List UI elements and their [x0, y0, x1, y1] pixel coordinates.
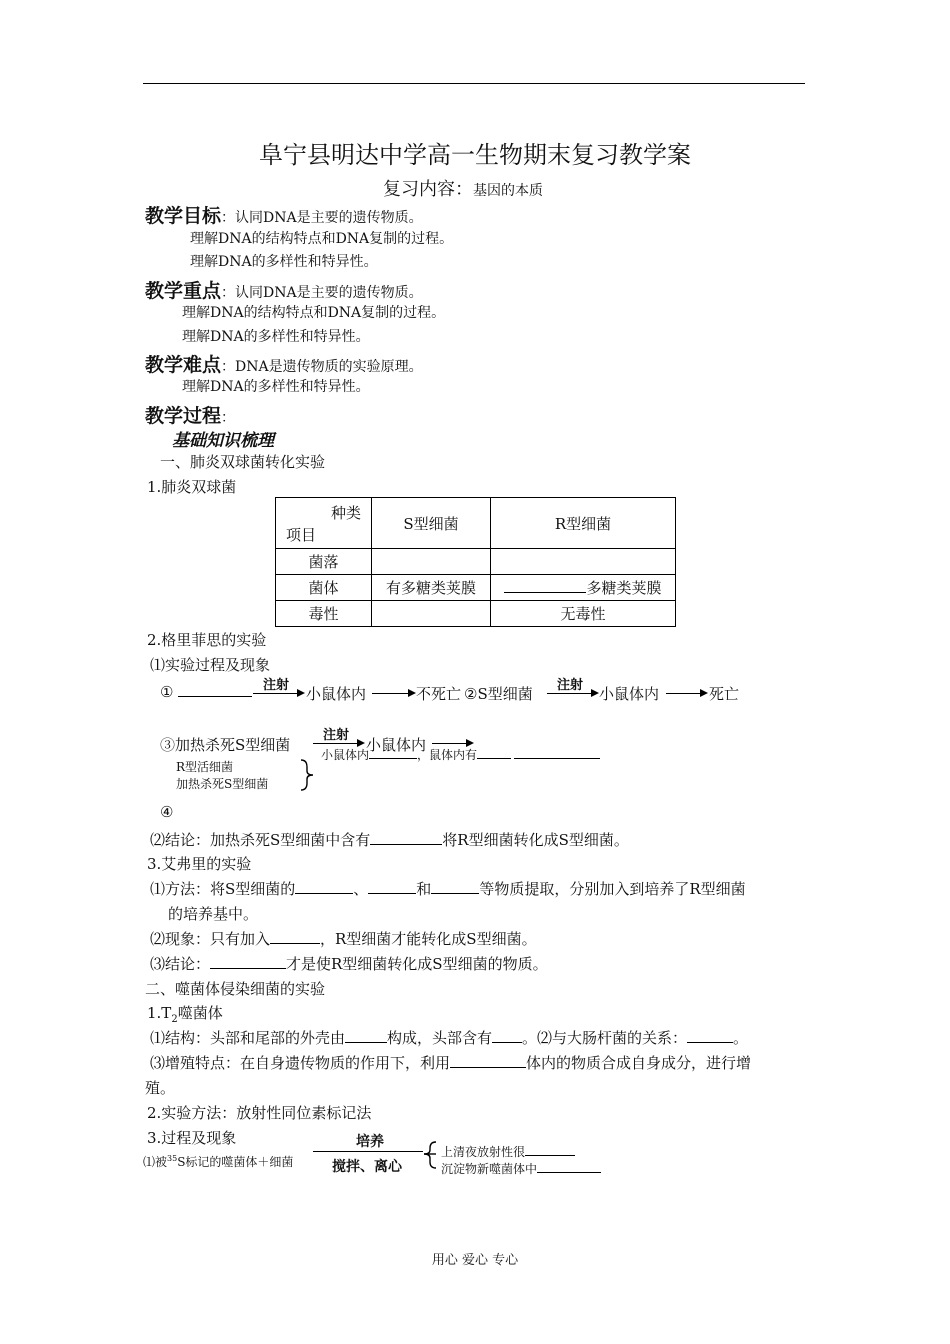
cell-r — [491, 549, 676, 575]
arrow-icon — [432, 743, 472, 744]
arrow-icon — [666, 693, 706, 694]
phenomenon-line: ⑵现象：只有加入 ，R型细菌才能转化成S型细菌。 — [150, 930, 537, 948]
col-r-header: R型细菌 — [491, 498, 676, 549]
blank — [537, 1161, 601, 1173]
key-points — [145, 276, 423, 303]
key-points-line-2: 理解DNA的结构特点和DNA复制的过程。 — [182, 305, 446, 321]
part2-title: 二、噬菌体侵染细菌的实验 — [145, 980, 326, 998]
difficulties-heading: 教学难点 — [145, 354, 222, 376]
page-title: 阜宁县明达中学高一生物期末复习教学案 — [259, 141, 691, 169]
cell-s — [372, 601, 491, 627]
process-arrow-line — [313, 1151, 423, 1152]
table-corner — [276, 498, 372, 549]
blank — [368, 879, 416, 894]
part2-item1: $1.T_2$噬菌体 — [147, 1004, 223, 1025]
objectives-line-2: 理解DNA的结构特点和DNA复制的过程。 — [190, 231, 454, 247]
heat-killed-s: 加热杀死S型细菌 — [176, 777, 269, 791]
corner-bottom: 项目 — [286, 526, 317, 544]
cell-s — [372, 549, 491, 575]
key-points-line-1: ：认同DNA是主要的遗传物质。 — [221, 285, 423, 301]
brace-icon — [422, 1140, 442, 1170]
blank — [477, 747, 511, 759]
part1-item2: 2.格里菲思的实验 — [147, 631, 267, 649]
reproduction-line-2: 殖。 — [145, 1079, 176, 1097]
conclusion-3: ⑶结论： 才是使R型细菌转化成S型细菌的物质。 — [150, 955, 548, 973]
exp3-result: 小鼠体内 ，鼠体内有 — [321, 746, 600, 763]
stir-centrifuge-label: 搅拌、离心 — [332, 1159, 402, 1175]
objectives — [145, 201, 423, 228]
exp-num-3: ③加热杀死S型细菌 — [160, 736, 291, 754]
blank — [687, 1028, 733, 1043]
row-label: 菌体 — [276, 575, 372, 601]
review-topic: 基因的本质 — [473, 183, 543, 199]
part2-item2: 2.实验方法：放射性同位素标记法 — [147, 1104, 372, 1122]
col-s-header: S型细菌 — [372, 498, 491, 549]
inject-label: 注射 — [323, 728, 350, 743]
exp-dead: 死亡 — [709, 685, 740, 703]
process-heading: 教学过程 — [145, 405, 222, 427]
blank — [178, 682, 252, 697]
supernatant-line: 上清夜放射性很 — [441, 1143, 575, 1160]
method-line-2: 的培养基中。 — [168, 905, 259, 923]
part2-item3: 3.过程及现象 — [147, 1129, 237, 1147]
exp-num-2: ②S型细菌 — [464, 685, 533, 703]
inject-label: 注射 — [557, 678, 584, 693]
objectives-line-1: ：认同DNA是主要的遗传物质。 — [221, 210, 423, 226]
arrow-icon — [547, 693, 597, 694]
difficulties-line-2: 理解DNA的多样性和特异性。 — [182, 379, 370, 395]
blank — [345, 1028, 387, 1043]
blank — [525, 1144, 575, 1156]
blank — [370, 830, 442, 845]
objectives-line-3: 理解DNA的多样性和特异性。 — [190, 254, 378, 270]
r-live-bacteria: R型活细菌 — [176, 760, 234, 774]
culture-label: 培养 — [356, 1134, 384, 1150]
labeled-phage-text: ⑴被$^{35}$S标记的噬菌体＋细菌 — [143, 1154, 294, 1169]
key-points-line-3: 理解DNA的多样性和特异性。 — [182, 329, 370, 345]
review-label: 复习内容： — [383, 179, 473, 200]
arrow-icon — [253, 693, 303, 694]
blank — [369, 747, 417, 759]
blank — [270, 929, 320, 944]
key-points-heading: 教学重点 — [145, 280, 222, 302]
row-label: 菌落 — [276, 549, 372, 575]
cell-r: 多糖类荚膜 — [491, 575, 676, 601]
blank — [504, 578, 586, 593]
cell-s: 有多糖类荚膜 — [372, 575, 491, 601]
part1-title: 一、肺炎双球菌转化实验 — [160, 453, 326, 471]
blank — [492, 1028, 522, 1043]
bacteria-table — [275, 497, 676, 627]
cell-r: 无毒性 — [491, 601, 676, 627]
brace-icon — [298, 758, 318, 792]
section-title: 基础知识梳理 — [172, 431, 274, 451]
page-footer: 用心 爱心 专心 — [431, 1253, 519, 1268]
difficulties — [145, 350, 423, 377]
row-label: 毒性 — [276, 601, 372, 627]
exp-num-4: ④ — [160, 803, 174, 821]
part1-sub1: ⑴实验过程及现象 — [150, 656, 271, 674]
blank — [450, 1053, 526, 1068]
difficulties-line-1: ：DNA是遗传物质的实验原理。 — [221, 359, 423, 375]
reproduction-line: ⑶增殖特点：在自身遗传物质的作用下，利用 体内的物质合成自身成分，进行增 — [150, 1054, 752, 1072]
exp-alive: 不死亡 — [416, 685, 462, 703]
exp-num-1: ① — [160, 683, 174, 701]
header-rule — [143, 83, 805, 84]
arrow-icon — [372, 693, 414, 694]
blank — [431, 879, 479, 894]
blank — [514, 747, 600, 759]
part1-item3: 3.艾弗里的实验 — [147, 855, 252, 873]
corner-top: 种类 — [330, 504, 361, 522]
exp-mouse-1: 小鼠体内 — [306, 685, 367, 703]
objectives-heading: 教学目标 — [145, 205, 222, 227]
process: 教学过程： — [145, 405, 236, 427]
blank — [210, 954, 286, 969]
method-line: ⑴方法：将S型细菌的 、 和 等物质提取，分别加入到培养了R型细菌 — [150, 880, 746, 898]
arrow-icon — [313, 743, 363, 744]
sediment-line: 沉淀物新噬菌体中 — [441, 1160, 601, 1177]
conclusion-2: ⑵结论：加热杀死S型细菌中含有 将R型细菌转化成S型细菌。 — [150, 831, 629, 849]
structure-line: ⑴结构：头部和尾部的外壳由 构成，头部含有 。⑵与大肠杆菌的关系： 。 — [150, 1029, 749, 1047]
exp-mouse-3: 小鼠体内 — [366, 736, 427, 754]
blank — [295, 879, 353, 894]
review-content — [383, 175, 543, 201]
part1-item1: 1.肺炎双球菌 — [147, 478, 237, 496]
exp-mouse-2: 小鼠体内 — [599, 685, 660, 703]
inject-label: 注射 — [263, 678, 290, 693]
